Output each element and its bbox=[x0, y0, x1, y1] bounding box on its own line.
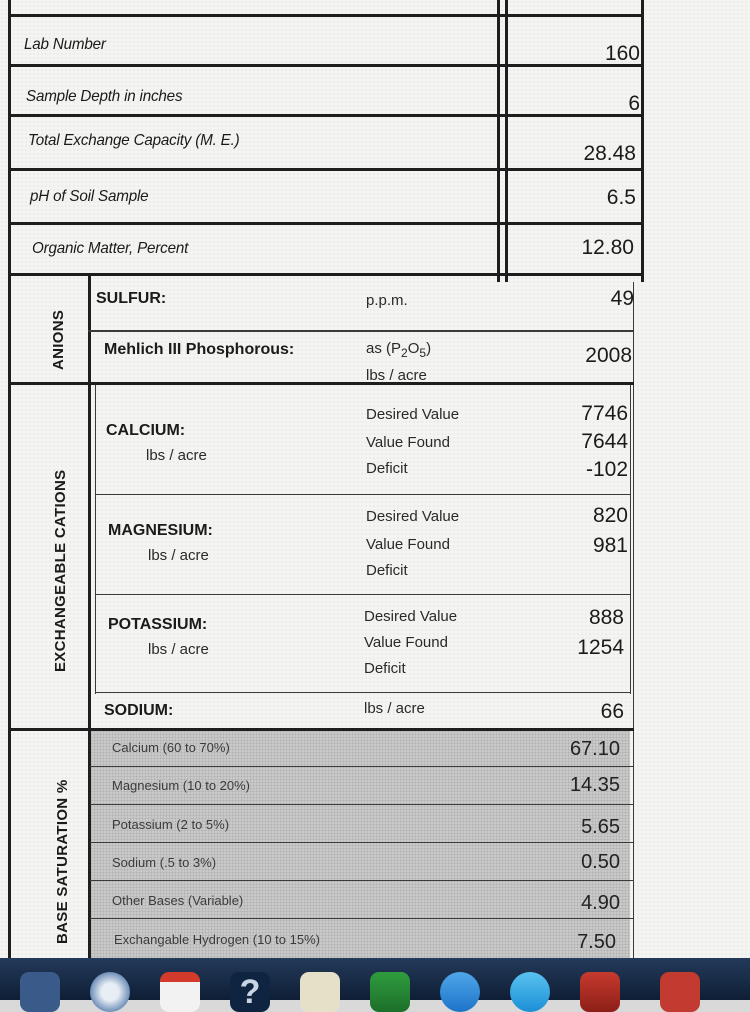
lab-number-label: Lab Number bbox=[24, 36, 106, 53]
potassium-deficit-label: Deficit bbox=[364, 660, 406, 677]
cations-section-label: EXCHANGEABLE CATIONS bbox=[52, 469, 69, 672]
sodium-unit: lbs / acre bbox=[364, 700, 425, 717]
rule-pot-bottom bbox=[95, 692, 631, 693]
help-icon[interactable]: ? bbox=[230, 972, 270, 1012]
rule-cal-mag bbox=[95, 494, 631, 495]
ph-value: 6.5 bbox=[606, 186, 636, 209]
magnesium-desired-label: Desired Value bbox=[366, 508, 460, 525]
calcium-found-label: Value Found bbox=[366, 434, 450, 451]
bs-rule-4 bbox=[90, 880, 634, 881]
left-border bbox=[8, 0, 11, 958]
magnesium-label: MAGNESIUM: bbox=[108, 522, 213, 539]
lab-number-value: 160 bbox=[604, 42, 640, 65]
safari-icon[interactable] bbox=[90, 972, 130, 1012]
phosphorous-value: 2008 bbox=[585, 344, 632, 367]
magnesium-found-value: 981 bbox=[592, 534, 628, 557]
potassium-label: POTASSIUM: bbox=[108, 616, 208, 633]
bs-rule-1 bbox=[90, 766, 634, 767]
rule-cations bbox=[8, 728, 634, 731]
phosphorous-sub-5: 5 bbox=[419, 346, 427, 360]
potassium-found-label: Value Found bbox=[364, 634, 448, 651]
anions-section-label: ANIONS bbox=[50, 309, 67, 370]
phosphorous-label: Mehlich III Phosphorous: bbox=[104, 341, 295, 358]
bs-hydrogen-value: 7.50 bbox=[577, 931, 616, 953]
sulfur-value: 49 bbox=[610, 287, 634, 310]
phosphorous-unit-o: O bbox=[407, 340, 420, 357]
sodium-label: SODIUM: bbox=[104, 702, 174, 719]
right-border bbox=[641, 0, 644, 282]
base-saturation-shading bbox=[90, 730, 630, 958]
messages-icon[interactable] bbox=[510, 972, 550, 1012]
potassium-desired-value: 888 bbox=[588, 606, 624, 629]
trash-icon[interactable] bbox=[660, 972, 700, 1012]
magnesium-unit: lbs / acre bbox=[148, 547, 209, 564]
calcium-unit: lbs / acre bbox=[146, 447, 207, 464]
sample-depth-label: Sample Depth in inches bbox=[26, 88, 183, 105]
app-store-icon[interactable] bbox=[440, 972, 480, 1012]
bs-sodium-label: Sodium (.5 to 3%) bbox=[112, 855, 217, 870]
bs-rule-3 bbox=[90, 842, 634, 843]
bs-sodium-value: 0.50 bbox=[581, 851, 620, 873]
calcium-deficit-value: -102 bbox=[585, 458, 628, 481]
calcium-found-value: 7644 bbox=[581, 430, 628, 453]
rule-4 bbox=[8, 222, 644, 225]
notes-icon[interactable] bbox=[300, 972, 340, 1012]
ph-label: pH of Soil Sample bbox=[30, 188, 149, 205]
top-rule bbox=[8, 14, 644, 17]
calendar-icon[interactable] bbox=[160, 972, 200, 1012]
magnesium-desired-value: 820 bbox=[592, 504, 628, 527]
bs-calcium-label: Calcium (60 to 70%) bbox=[112, 740, 230, 755]
column-divider-main bbox=[497, 0, 500, 282]
potassium-unit: lbs / acre bbox=[148, 641, 209, 658]
phosphorous-unit-2: lbs / acre bbox=[366, 367, 427, 384]
section-divider bbox=[88, 276, 91, 958]
bs-hydrogen-label: Exchangable Hydrogen (10 to 15%) bbox=[114, 932, 320, 947]
sulfur-unit: p.p.m. bbox=[366, 292, 408, 309]
sulfur-label: SULFUR: bbox=[96, 290, 167, 307]
photo-booth-icon[interactable] bbox=[580, 972, 620, 1012]
calcium-desired-value: 7746 bbox=[581, 402, 628, 425]
calcium-deficit-label: Deficit bbox=[366, 460, 408, 477]
phosphorous-unit-as: as (P bbox=[366, 340, 402, 357]
phosphorous-unit bbox=[366, 340, 431, 360]
spreadsheet-icon[interactable] bbox=[370, 972, 410, 1012]
organic-label: Organic Matter, Percent bbox=[32, 240, 189, 257]
magnesium-deficit-label: Deficit bbox=[366, 562, 408, 579]
bs-calcium-value: 67.10 bbox=[569, 738, 620, 760]
potassium-desired-label: Desired Value bbox=[364, 608, 458, 625]
organic-value: 12.80 bbox=[581, 236, 634, 259]
bs-rule-5 bbox=[90, 918, 634, 919]
phosphorous-unit-close: ) bbox=[426, 340, 432, 357]
rule-anions bbox=[8, 382, 634, 385]
tec-label: Total Exchange Capacity (M. E.) bbox=[28, 132, 240, 149]
calcium-desired-label: Desired Value bbox=[366, 406, 460, 423]
rule-mag-pot bbox=[95, 594, 631, 595]
rule-3 bbox=[8, 168, 644, 171]
bs-rule-2 bbox=[90, 804, 634, 805]
rule-5 bbox=[8, 273, 644, 276]
rule-sulfur bbox=[88, 330, 634, 332]
bs-magnesium-label: Magnesium (10 to 20%) bbox=[112, 778, 251, 793]
base-saturation-section-label: BASE SATURATION % bbox=[54, 779, 71, 944]
bs-potassium-value: 5.65 bbox=[581, 816, 620, 838]
cation-inner-right bbox=[630, 384, 631, 694]
tec-value: 28.48 bbox=[583, 142, 636, 165]
column-divider-value bbox=[505, 0, 508, 282]
bs-other-bases-value: 4.90 bbox=[581, 892, 620, 914]
magnesium-found-label: Value Found bbox=[366, 536, 450, 553]
phosphorous-sub-2: 2 bbox=[401, 346, 408, 360]
potassium-found-value: 1254 bbox=[577, 636, 624, 659]
bs-magnesium-value: 14.35 bbox=[569, 774, 620, 796]
cation-inner-left bbox=[95, 384, 96, 694]
launchpad-icon[interactable] bbox=[20, 972, 60, 1012]
bs-potassium-label: Potassium (2 to 5%) bbox=[112, 817, 230, 832]
calcium-label: CALCIUM: bbox=[106, 422, 186, 439]
sample-depth-value: 6 bbox=[628, 92, 640, 115]
sodium-value: 66 bbox=[600, 700, 624, 723]
bs-other-bases-label: Other Bases (Variable) bbox=[112, 893, 244, 908]
